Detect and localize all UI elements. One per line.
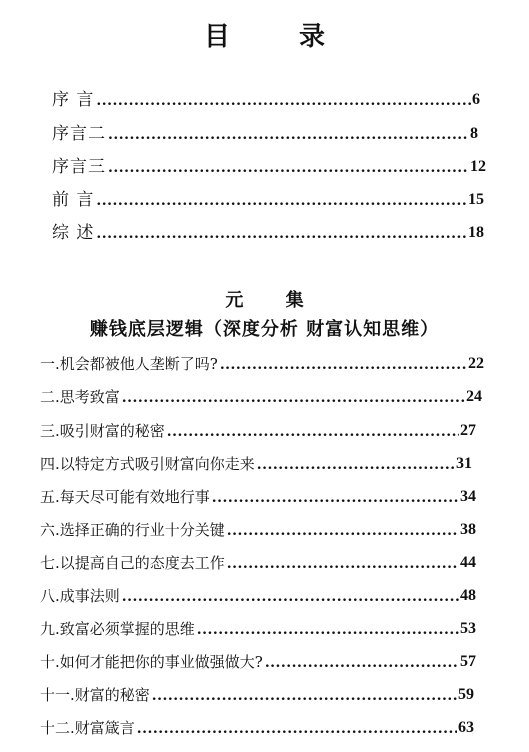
toc-entry-chapter-2 [40,385,482,407]
toc-entry-label: 三.吸引财富的秘密 [40,422,165,440]
toc-entry-page: 24 [466,388,482,405]
toc-entry-overview [52,221,484,243]
toc-entry-page: 57 [460,653,476,670]
toc-entry-chapter-4 [40,452,472,474]
toc-entry-chapter-7 [40,551,476,573]
toc-entry-chapter-6 [40,518,476,540]
toc-entry-preface [52,88,480,110]
toc-entry-page: 48 [460,587,476,604]
toc-entry-page: 63 [458,719,474,736]
toc-entry-label: 十一.财富的秘密 [40,686,150,704]
toc-entry-chapter-5 [40,485,476,507]
toc-leader-dots [108,162,469,174]
toc-entry-page: 8 [470,125,478,142]
toc-leader-dots [108,129,469,141]
toc-entry-page: 15 [468,191,484,208]
toc-entry-page: 31 [456,455,472,472]
toc-entry-page: 34 [460,488,476,505]
toc-leader-dots [265,657,459,669]
toc-leader-dots [227,558,459,570]
toc-entry-chapter-11 [40,683,474,705]
toc-entry-page: 38 [460,521,476,538]
toc-entry-label: 综 述 [52,223,95,243]
toc-entry-label: 序言二 [52,124,106,144]
toc-entry-label: 前 言 [52,190,95,210]
toc-entry-chapter-1 [40,352,484,374]
toc-entry-chapter-12 [40,716,474,738]
toc-leader-dots [96,195,467,207]
toc-entry-page: 53 [460,620,476,637]
toc-leader-dots [122,591,459,603]
toc-entry-label: 五.每天尽可能有效地行事 [40,488,210,506]
toc-entry-chapter-10 [40,650,476,672]
toc-entry-page: 18 [468,224,484,241]
toc-leader-dots [257,459,455,471]
toc-entry-page: 27 [460,422,476,439]
toc-entry-preface-3 [52,155,486,177]
toc-entry-chapter-3 [40,419,476,441]
toc-entry-label: 一.机会都被他人垄断了吗? [40,355,218,373]
toc-entry-chapter-8 [40,584,476,606]
toc-leader-dots [96,228,467,240]
toc-entry-label: 二.思考致富 [40,388,120,406]
toc-entry-foreword [52,188,484,210]
toc-leader-dots [137,723,457,735]
page-title: 目 录 [203,22,356,52]
toc-entry-label: 序 言 [52,90,95,110]
collection-title: 元 集 [225,290,322,311]
toc-entry-page: 44 [460,554,476,571]
toc-entry-label: 八.成事法则 [40,587,120,605]
toc-entry-label: 六.选择正确的行业十分关键 [40,521,225,539]
toc-entry-label: 十.如何才能把你的事业做强做大? [40,653,263,671]
toc-entry-label: 九.致富必须掌握的思维 [40,620,195,638]
toc-leader-dots [227,525,459,537]
toc-entry-page: 59 [458,686,474,703]
toc-leader-dots [212,492,459,504]
toc-leader-dots [96,95,471,107]
toc-entry-preface-2 [52,122,478,144]
toc-entry-label: 七.以提高自己的态度去工作 [40,554,225,572]
toc-entry-label: 十二.财富箴言 [40,719,135,737]
toc-entry-label: 四.以特定方式吸引财富向你走来 [40,455,255,473]
toc-entry-page: 6 [472,91,480,108]
collection-subtitle: 赚钱底层逻辑（深度分析 财富认知思维） [89,319,440,340]
toc-leader-dots [220,359,467,371]
toc-entry-page: 12 [470,158,486,175]
toc-leader-dots [197,624,459,636]
toc-leader-dots [167,426,459,438]
toc-entry-chapter-9 [40,617,476,639]
toc-entry-page: 22 [468,355,484,372]
toc-leader-dots [122,392,465,404]
toc-leader-dots [152,690,457,702]
toc-entry-label: 序言三 [52,157,106,177]
